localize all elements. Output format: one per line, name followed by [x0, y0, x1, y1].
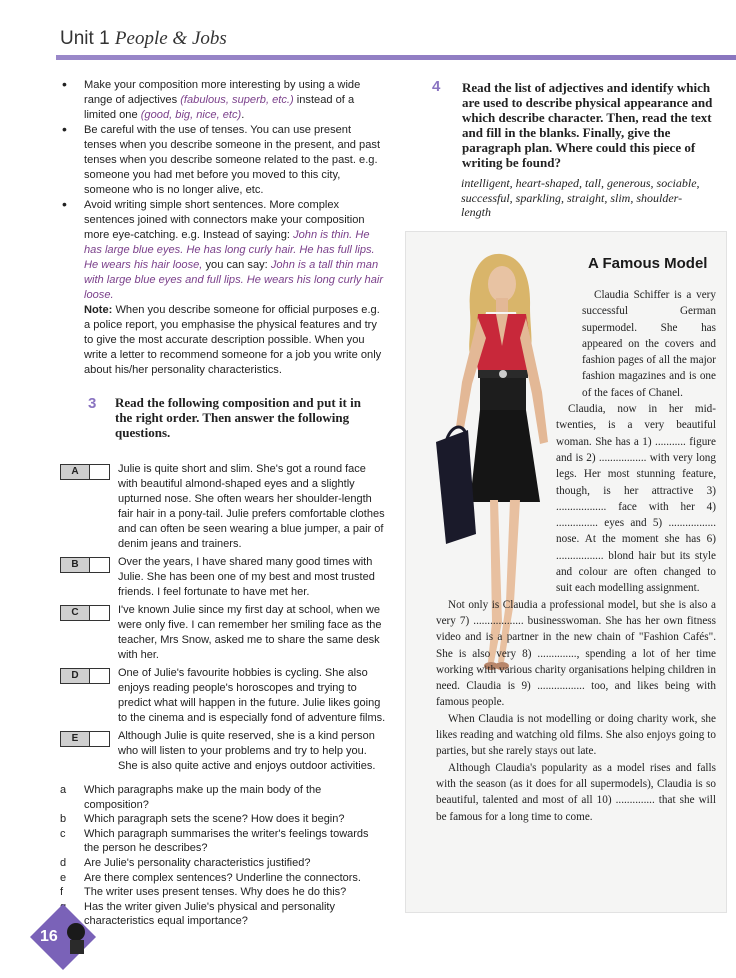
order-box[interactable] [60, 557, 110, 573]
paragraph-letter: A [61, 465, 90, 479]
question-text: The writer uses present tenses. Why does he do this? [84, 886, 347, 899]
article-paragraph: Although Claudia's popularity as a model rises and falls with the season (as it does for all supermodels), Claudia is so beautiful, talented and most of all 10) .............. that she will be famous for a long time to come. [436, 761, 716, 823]
paragraph-text: Julie is quite short and slim. She's got a round face with beautiful almond-shaped eyes and a slightly upturned nose. She often wears her shoulder-length fair hair in a pony-tail. Julie prefers comfortable clothes and can often be seen wearing a blue jumper, a pair of denim jeans and trainers. [118, 463, 385, 550]
page-number: 16 [40, 928, 58, 945]
question-text: Which paragraph sets the scene? How does it begin? [84, 813, 345, 826]
paragraph-letter: E [61, 732, 90, 746]
adjective-list: intelligent, heart-shaped, tall, generous, sociable, successful, sparkling, straight, slim, shoulder-length [461, 176, 700, 219]
question-letter: f [60, 886, 64, 899]
question-item [60, 827, 386, 856]
question-item [60, 871, 386, 886]
article-paragraph: Claudia Schiffer is a very successful German supermodel. She has appeared on the covers and fashion pages of all the major fashion magazines and is one of the faces of Chanel. [582, 289, 716, 399]
question-item [60, 812, 386, 827]
question-text: Are there complex sentences? Underline the connectors. [84, 871, 361, 884]
exercise-3-heading [88, 395, 386, 440]
tip-text: Be careful with the use of tenses. You can use present tenses when you describe someone in the present, and past tenses when you describe someone related to the past. e.g. someone you had met before you moved to this city, someone who is no longer alive, etc. [84, 124, 381, 196]
paragraph-letter: D [61, 669, 90, 683]
order-box[interactable] [60, 605, 110, 621]
composition-paragraph [60, 462, 386, 552]
tip-text: instead of a limited one [84, 94, 355, 121]
article-paragraph: Claudia, now in her mid-twenties, is a very beautiful woman. She has a 1) ........... figure and is 2) ................. with very long legs. Her most stunning feature, though, is her attractive 3) .................. face with her 4) ............... eyes and 5) ................. nose. At the moment she has 6) ................. blond hair but its style and colour are often changed to suit each modelling assignment. [556, 403, 716, 595]
composition-paragraph [60, 603, 386, 663]
question-letter: a [60, 784, 67, 796]
tip-text: . [241, 109, 245, 121]
question-text: Has the writer given Julie's physical and personality characteristics equal importance? [84, 900, 335, 928]
order-box[interactable] [60, 464, 110, 480]
question-letter: b [60, 813, 67, 826]
paragraph-text: Although Julie is quite reserved, she is a kind person who will listen to your problems and try to help you. She is also quite active and enjoys outdoor activities. [118, 730, 376, 772]
exercise-number: 4 [432, 78, 441, 95]
questions-list [60, 783, 386, 929]
composition-paragraph [60, 729, 386, 774]
exercise-instruction: Read the following composition and put it in the right order. Then answer the following questions. [115, 395, 361, 440]
unit-title [60, 28, 227, 50]
article-panel [405, 231, 727, 913]
exercise-instruction: Read the list of adjectives and identify which are used to describe physical appearance and which describe character. Then, read the text and fill in the blanks. Finally, give the paragraph plan. Where could this piece of writing be found? [462, 80, 713, 170]
right-column [432, 80, 722, 220]
composition-paragraph [60, 555, 386, 600]
tip-example: John is thin. He has large blue eyes. He has long curly hair. He has full lips. He wears his hair loose, [84, 229, 375, 271]
article-paragraph: When Claudia is not modelling or doing charity work, she likes reading and watching old films. She also enjoys going to parties, but she rarely stays out late. [436, 712, 716, 758]
tip-item [60, 78, 386, 123]
exercise-4-heading [432, 80, 722, 170]
question-text: Which paragraph summarises the writer's feelings towards the person he describes? [84, 827, 369, 855]
order-box[interactable] [60, 668, 110, 684]
left-column [60, 78, 386, 929]
unit-label: Unit 1 [60, 28, 110, 49]
question-letter: d [60, 856, 67, 869]
article-title: A Famous Model [588, 255, 708, 272]
question-item [60, 856, 386, 871]
tips-list [60, 78, 386, 303]
paragraph-letter: B [61, 558, 90, 572]
question-item [60, 885, 386, 900]
page-number-badge [28, 902, 98, 972]
tip-example: (good, big, nice, etc) [140, 109, 242, 121]
question-text: Are Julie's personality characteristics justified? [84, 856, 311, 869]
order-box[interactable] [60, 731, 110, 747]
question-item [60, 900, 386, 929]
article-body [436, 287, 716, 825]
exercise-number: 3 [88, 395, 97, 412]
tip-item [60, 123, 386, 198]
tip-text: you can say: [202, 259, 271, 271]
question-letter: e [60, 871, 67, 884]
question-text: Which paragraphs make up the main body of the composition? [84, 784, 322, 811]
header-rule [56, 55, 736, 60]
tip-text: Avoid writing simple short sentences. More complex sentences joined with connectors make your composition more eye-catching. e.g. Instead of saying: [84, 199, 365, 241]
unit-topic: People & Jobs [114, 28, 227, 49]
composition-paragraphs [60, 462, 386, 774]
page-header [0, 0, 736, 62]
paragraph-letter: C [61, 606, 90, 620]
question-letter: c [60, 827, 66, 840]
tip-item [60, 198, 386, 303]
tip-example: (fabulous, superb, etc.) [180, 94, 294, 106]
paragraph-text: One of Julie's favourite hobbies is cycling. She also enjoys reading people's horoscopes and trying to predict what will happen in the future. Julie likes going to the cinema and is especially fond of adventure films. [118, 667, 386, 724]
note [60, 303, 386, 378]
paragraph-text: I've known Julie since my first day at school, when we were only five. I can remember her smiling face as the teacher, Mrs Snow, asked me to share the same desk with her. [118, 604, 382, 661]
composition-paragraph [60, 666, 386, 726]
question-item [60, 783, 386, 812]
note-label: Note: [84, 304, 113, 316]
tip-example: John is a tall thin man with large blue eyes and full lips. He wears his long curly hair loose. [84, 259, 384, 301]
tip-text: Make your composition more interesting by using a wide range of adjectives [84, 79, 361, 106]
article-paragraph: Not only is Claudia a professional model, but she is also a very 7) .................. businesswoman. She has her own fitness video and is a partner in the new chain of "Fashion Cafés". She is also very 8) .............., spending a lot of her time working with various charity organisations helping children in need. Claudia is 9) ................. too, and likes being with famous people. [436, 598, 716, 709]
paragraph-text: Over the years, I have shared many good times with Julie. She has been one of my best and most trusted friends. I feel fortunate to have met her. [118, 556, 375, 598]
note-text: When you describe someone for official purposes e.g. a police report, you emphasise the physical features and try to give the most accurate description possible. When you write a letter to recommend someone for a job you write only about his/her personality characteristics. [84, 304, 382, 376]
